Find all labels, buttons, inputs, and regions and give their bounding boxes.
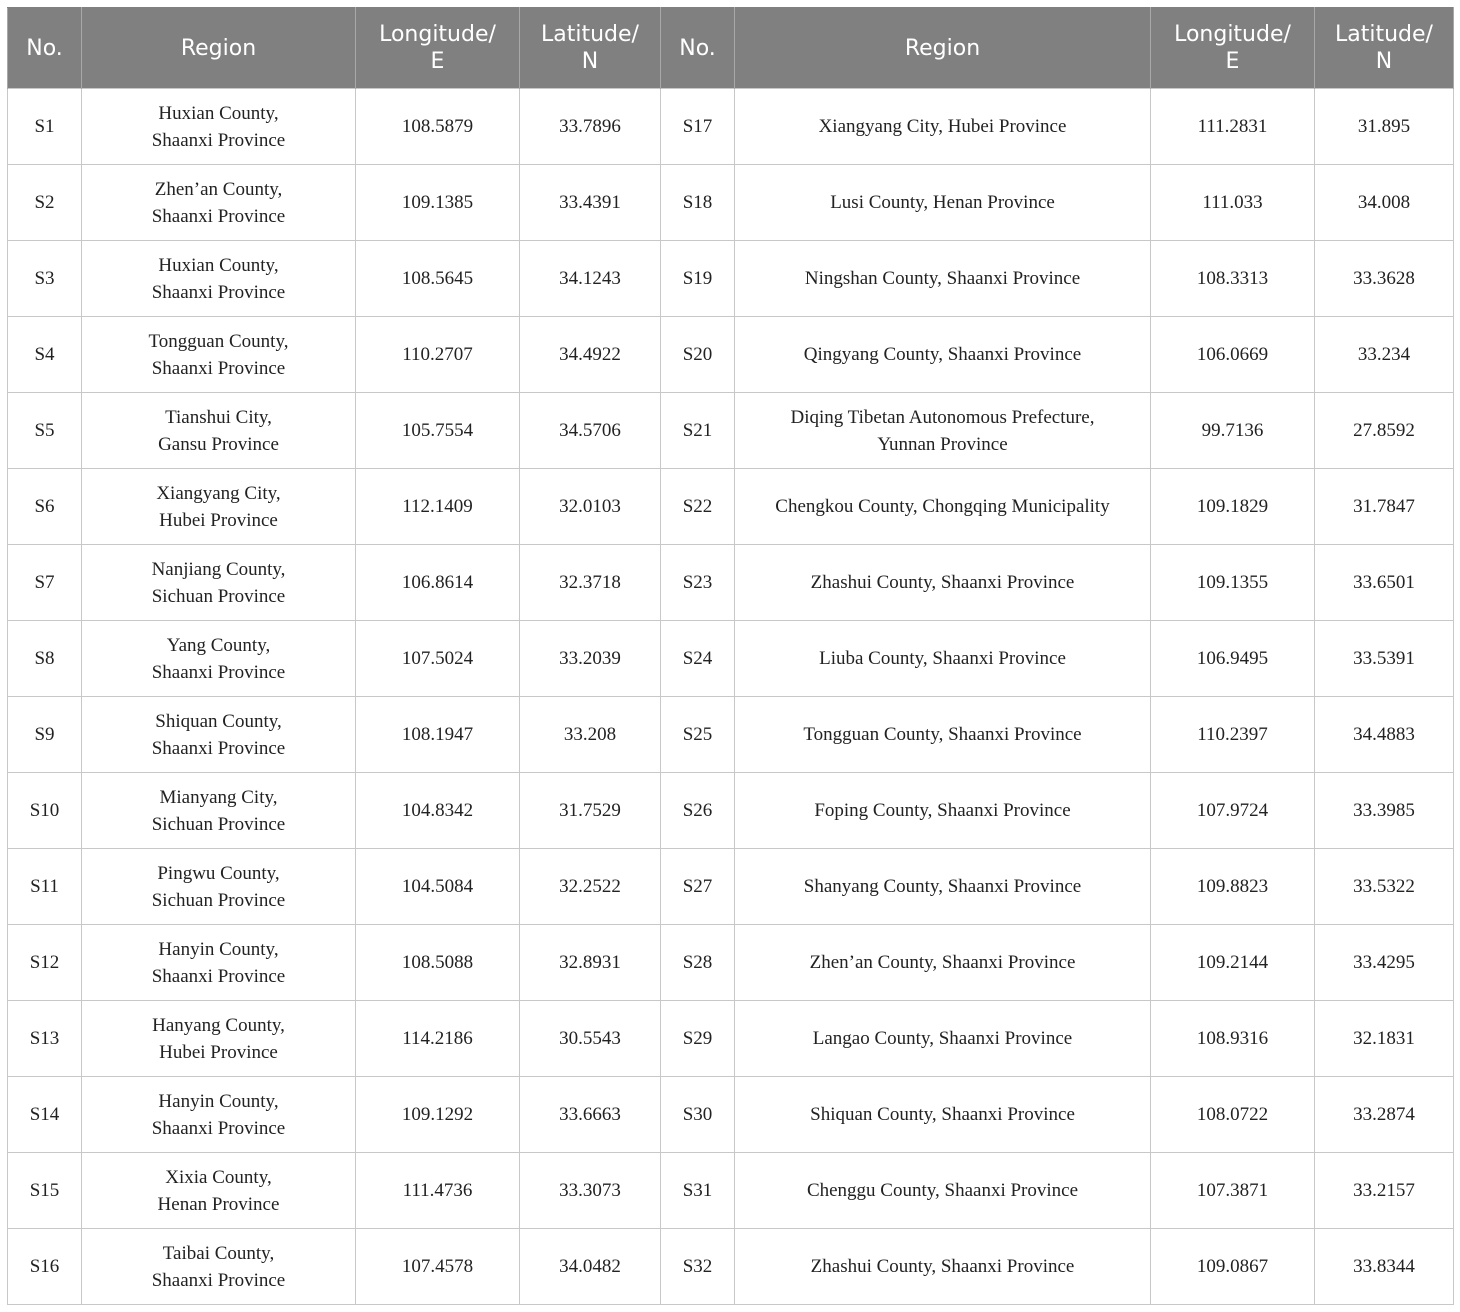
cell-no: S8 [8, 621, 82, 697]
cell-no: S4 [8, 317, 82, 393]
cell-longitude: 107.9724 [1151, 773, 1315, 849]
cell-no: S5 [8, 393, 82, 469]
cell-no: S14 [8, 1077, 82, 1153]
table-row [8, 1077, 1454, 1153]
cell-no: S29 [661, 1001, 735, 1077]
cell-longitude: 109.1355 [1151, 545, 1315, 621]
cell-longitude: 109.0867 [1151, 1229, 1315, 1305]
cell-no: S23 [661, 545, 735, 621]
table-row [8, 545, 1454, 621]
cell-longitude: 110.2397 [1151, 697, 1315, 773]
cell-region: Tongguan County, Shaanxi Province [82, 317, 356, 393]
cell-latitude: 34.4922 [520, 317, 661, 393]
cell-longitude: 109.1829 [1151, 469, 1315, 545]
cell-region: Foping County, Shaanxi Province [735, 773, 1151, 849]
cell-no: S27 [661, 849, 735, 925]
cell-no: S26 [661, 773, 735, 849]
cell-longitude: 112.1409 [356, 469, 520, 545]
cell-latitude: 31.7529 [520, 773, 661, 849]
header-region: Region [82, 8, 356, 89]
cell-no: S2 [8, 165, 82, 241]
cell-latitude: 33.3628 [1315, 241, 1454, 317]
cell-latitude: 34.5706 [520, 393, 661, 469]
cell-longitude: 109.1292 [356, 1077, 520, 1153]
cell-no: S21 [661, 393, 735, 469]
table-row [8, 1001, 1454, 1077]
cell-latitude: 33.234 [1315, 317, 1454, 393]
cell-latitude: 33.6663 [520, 1077, 661, 1153]
cell-no: S7 [8, 545, 82, 621]
header-latitude-2: Latitude/ N [1315, 8, 1454, 89]
header-region-2: Region [735, 8, 1151, 89]
sample-location-table [7, 7, 1454, 1305]
cell-region: Tongguan County, Shaanxi Province [735, 697, 1151, 773]
cell-latitude: 33.8344 [1315, 1229, 1454, 1305]
cell-no: S22 [661, 469, 735, 545]
table-row [8, 469, 1454, 545]
cell-latitude: 34.1243 [520, 241, 661, 317]
cell-no: S24 [661, 621, 735, 697]
cell-region: Lusi County, Henan Province [735, 165, 1151, 241]
cell-region: Ningshan County, Shaanxi Province [735, 241, 1151, 317]
cell-region: Langao County, Shaanxi Province [735, 1001, 1151, 1077]
cell-no: S12 [8, 925, 82, 1001]
cell-no: S18 [661, 165, 735, 241]
table-row [8, 1229, 1454, 1305]
cell-latitude: 32.2522 [520, 849, 661, 925]
table-row [8, 317, 1454, 393]
cell-latitude: 33.5322 [1315, 849, 1454, 925]
cell-no: S25 [661, 697, 735, 773]
cell-no: S16 [8, 1229, 82, 1305]
cell-no: S15 [8, 1153, 82, 1229]
cell-latitude: 34.4883 [1315, 697, 1454, 773]
cell-longitude: 108.5879 [356, 89, 520, 165]
cell-region: Huxian County, Shaanxi Province [82, 241, 356, 317]
cell-longitude: 108.1947 [356, 697, 520, 773]
cell-region: Xiangyang City, Hubei Province [82, 469, 356, 545]
cell-longitude: 105.7554 [356, 393, 520, 469]
cell-latitude: 27.8592 [1315, 393, 1454, 469]
cell-region: Taibai County, Shaanxi Province [82, 1229, 356, 1305]
cell-no: S30 [661, 1077, 735, 1153]
cell-region: Zhen’an County, Shaanxi Province [735, 925, 1151, 1001]
cell-longitude: 111.033 [1151, 165, 1315, 241]
cell-region: Qingyang County, Shaanxi Province [735, 317, 1151, 393]
cell-longitude: 106.8614 [356, 545, 520, 621]
cell-latitude: 32.8931 [520, 925, 661, 1001]
cell-latitude: 33.208 [520, 697, 661, 773]
cell-longitude: 106.0669 [1151, 317, 1315, 393]
cell-region: Tianshui City, Gansu Province [82, 393, 356, 469]
cell-no: S3 [8, 241, 82, 317]
header-longitude-2: Longitude/ E [1151, 8, 1315, 89]
cell-region: Xiangyang City, Hubei Province [735, 89, 1151, 165]
cell-longitude: 107.4578 [356, 1229, 520, 1305]
cell-latitude: 32.0103 [520, 469, 661, 545]
cell-no: S20 [661, 317, 735, 393]
header-latitude: Latitude/ N [520, 8, 661, 89]
header-longitude: Longitude/ E [356, 8, 520, 89]
cell-latitude: 33.2157 [1315, 1153, 1454, 1229]
table-row [8, 1153, 1454, 1229]
cell-longitude: 114.2186 [356, 1001, 520, 1077]
cell-longitude: 99.7136 [1151, 393, 1315, 469]
cell-region: Hanyang County, Hubei Province [82, 1001, 356, 1077]
table-row [8, 621, 1454, 697]
table-row [8, 89, 1454, 165]
table-row [8, 393, 1454, 469]
cell-no: S32 [661, 1229, 735, 1305]
cell-longitude: 108.3313 [1151, 241, 1315, 317]
cell-longitude: 109.2144 [1151, 925, 1315, 1001]
cell-latitude: 33.3985 [1315, 773, 1454, 849]
table-row [8, 773, 1454, 849]
header-row [8, 8, 1454, 89]
cell-longitude: 104.8342 [356, 773, 520, 849]
cell-longitude: 108.0722 [1151, 1077, 1315, 1153]
cell-latitude: 31.7847 [1315, 469, 1454, 545]
cell-region: Huxian County, Shaanxi Province [82, 89, 356, 165]
cell-latitude: 33.2039 [520, 621, 661, 697]
cell-longitude: 111.2831 [1151, 89, 1315, 165]
cell-latitude: 34.0482 [520, 1229, 661, 1305]
cell-longitude: 111.4736 [356, 1153, 520, 1229]
cell-no: S17 [661, 89, 735, 165]
cell-latitude: 33.6501 [1315, 545, 1454, 621]
cell-region: Shiquan County, Shaanxi Province [735, 1077, 1151, 1153]
cell-region: Mianyang City, Sichuan Province [82, 773, 356, 849]
cell-latitude: 33.2874 [1315, 1077, 1454, 1153]
cell-region: Pingwu County, Sichuan Province [82, 849, 356, 925]
cell-latitude: 32.3718 [520, 545, 661, 621]
cell-no: S6 [8, 469, 82, 545]
cell-region: Chengkou County, Chongqing Municipality [735, 469, 1151, 545]
cell-latitude: 33.5391 [1315, 621, 1454, 697]
cell-region: Shanyang County, Shaanxi Province [735, 849, 1151, 925]
cell-latitude: 30.5543 [520, 1001, 661, 1077]
cell-region: Zhashui County, Shaanxi Province [735, 545, 1151, 621]
cell-no: S19 [661, 241, 735, 317]
cell-region: Chenggu County, Shaanxi Province [735, 1153, 1151, 1229]
cell-region: Xixia County, Henan Province [82, 1153, 356, 1229]
cell-no: S28 [661, 925, 735, 1001]
cell-no: S1 [8, 89, 82, 165]
cell-latitude: 33.3073 [520, 1153, 661, 1229]
cell-region: Shiquan County, Shaanxi Province [82, 697, 356, 773]
table-row [8, 165, 1454, 241]
cell-longitude: 107.5024 [356, 621, 520, 697]
cell-longitude: 106.9495 [1151, 621, 1315, 697]
cell-no: S10 [8, 773, 82, 849]
cell-region: Hanyin County, Shaanxi Province [82, 925, 356, 1001]
cell-no: S9 [8, 697, 82, 773]
cell-latitude: 31.895 [1315, 89, 1454, 165]
cell-region: Yang County, Shaanxi Province [82, 621, 356, 697]
cell-longitude: 108.5088 [356, 925, 520, 1001]
table-row [8, 849, 1454, 925]
cell-region: Nanjiang County, Sichuan Province [82, 545, 356, 621]
table-row [8, 925, 1454, 1001]
cell-longitude: 110.2707 [356, 317, 520, 393]
table-row [8, 241, 1454, 317]
cell-latitude: 33.4391 [520, 165, 661, 241]
cell-latitude: 33.7896 [520, 89, 661, 165]
cell-no: S13 [8, 1001, 82, 1077]
cell-region: Hanyin County, Shaanxi Province [82, 1077, 356, 1153]
cell-region: Diqing Tibetan Autonomous Prefecture, Yunnan Province [735, 393, 1151, 469]
cell-region: Zhashui County, Shaanxi Province [735, 1229, 1151, 1305]
cell-longitude: 109.1385 [356, 165, 520, 241]
header-no: No. [8, 8, 82, 89]
cell-latitude: 32.1831 [1315, 1001, 1454, 1077]
table-row [8, 697, 1454, 773]
cell-region: Liuba County, Shaanxi Province [735, 621, 1151, 697]
cell-latitude: 34.008 [1315, 165, 1454, 241]
cell-longitude: 107.3871 [1151, 1153, 1315, 1229]
header-no-2: No. [661, 8, 735, 89]
cell-no: S11 [8, 849, 82, 925]
cell-longitude: 108.5645 [356, 241, 520, 317]
cell-longitude: 104.5084 [356, 849, 520, 925]
cell-no: S31 [661, 1153, 735, 1229]
cell-longitude: 109.8823 [1151, 849, 1315, 925]
table-body [8, 89, 1454, 1305]
cell-latitude: 33.4295 [1315, 925, 1454, 1001]
cell-longitude: 108.9316 [1151, 1001, 1315, 1077]
cell-region: Zhen’an County, Shaanxi Province [82, 165, 356, 241]
